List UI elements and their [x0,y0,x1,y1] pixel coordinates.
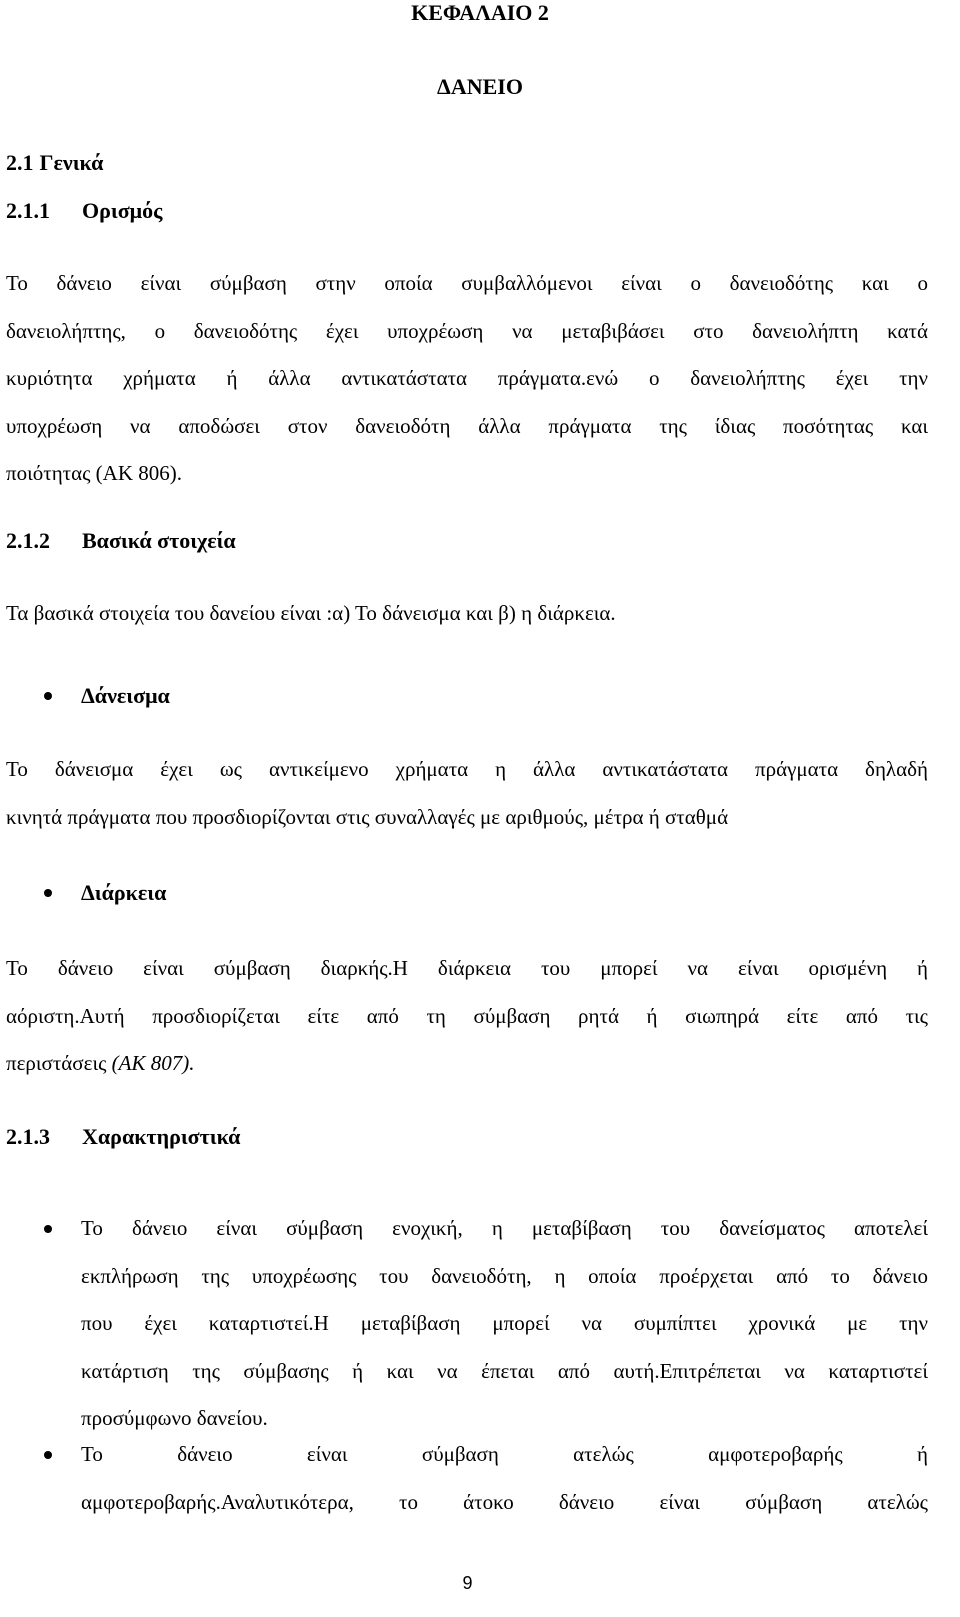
bullet-icon [44,889,52,897]
paragraph-line: Το δάνειο είναι σύμβαση στην οποία συμβαλλόμενοι είναι ο δανειοδότης και ο [6,271,928,295]
section-number: 2.1 [6,150,34,175]
section-number: 2.1.1 [6,198,50,223]
paragraph-line: εκπλήρωση της υποχρέωσης του δανειοδότη, η οποία προέρχεται από το δάνειο [81,1263,928,1288]
section-number: 2.1.3 [6,1124,50,1149]
bullet-label: Δάνεισμα [81,683,170,708]
paragraph-line: κατάρτιση της σύμβασης ή και να έπεται από αυτή.Επιτρέπεται να καταρτιστεί [81,1358,928,1383]
paragraph-line: που έχει καταρτιστεί.Η μεταβίβαση μπορεί να συμπίπτει χρονικά με την [81,1311,928,1335]
chapter-title: ΔΑΝΕΙΟ [437,74,523,99]
diarkeia-paragraph [6,945,928,1088]
section-2-1-heading [6,150,103,176]
paragraph-line: κυριότητα χρήματα ή άλλα αντικατάστατα πράγματα.ενώ ο δανειολήπτης έχει την [6,366,928,390]
paragraph-line: Τα βασικά στοιχεία του δανείου είναι :α) Το δάνεισμα και β) η διάρκεια. [6,601,616,625]
paragraph-line: Το δάνειο είναι σύμβαση ατελώς αμφοτεροβαρής ή [81,1442,928,1466]
section-2-1-2-heading [6,528,236,554]
bullet-icon [44,692,52,700]
section-title: Ορισμός [82,198,163,223]
characteristic-item [81,1431,928,1526]
characteristic-item [81,1205,928,1443]
paragraph-line: Το δάνειο είναι σύμβαση ενοχική, η μεταβίβαση του δανείσματος αποτελεί [81,1216,928,1240]
section-title: Χαρακτηριστικά [82,1124,241,1149]
definition-paragraph [6,260,928,498]
basic-elements-intro [6,590,928,638]
chapter-label: ΚΕΦΑΛΑΙΟ 2 [411,0,549,25]
paragraph-line: αμφοτεροβαρής.Αναλυτικότερα, το άτοκο δάνειο είναι σύμβαση ατελώς [81,1489,928,1514]
paragraph-line: προσύμφωνο δανείου. [81,1406,268,1430]
citation-text: (ΑΚ 807). [111,1051,195,1075]
bullet-label: Διάρκεια [81,880,167,905]
bullet-icon [44,1451,52,1459]
daneisma-paragraph [6,746,928,841]
paragraph-line: Το δάνεισμα έχει ως αντικείμενο χρήματα η άλλα αντικατάστατα πράγματα δηλαδή [6,757,928,781]
section-2-1-3-heading [6,1124,240,1150]
line-text: περιστάσεις [6,1051,112,1075]
section-number: 2.1.2 [6,528,50,553]
paragraph-line: Το δάνειο είναι σύμβαση διαρκής.Η διάρκεια του μπορεί να είναι ορισμένη ή [6,956,928,980]
section-title: Βασικά στοιχεία [82,528,236,553]
paragraph-line: αόριστη.Αυτή προσδιορίζεται είτε από τη σύμβαση ρητά ή σιωπηρά είτε από τις [6,1003,928,1028]
paragraph-line: δανειολήπτης, ο δανειοδότης έχει υποχρέωση να μεταβιβάσει στο δανειολήπτη κατά [6,318,928,343]
paragraph-line: υποχρέωση να αποδώσει στον δανειοδότη άλλα πράγματα της ίδιας ποσότητας και [6,413,928,438]
paragraph-line: κινητά πράγματα που προσδιορίζονται στις συναλλαγές με αριθμούς, μέτρα ή σταθμά [6,804,729,829]
section-2-1-1-heading [6,198,162,224]
section-title: Γενικά [39,150,104,175]
paragraph-line [6,1040,928,1088]
bullet-icon [44,1225,52,1233]
paragraph-line: ποιότητας (ΑΚ 806). [6,461,182,485]
page-number: 9 [462,1573,473,1593]
